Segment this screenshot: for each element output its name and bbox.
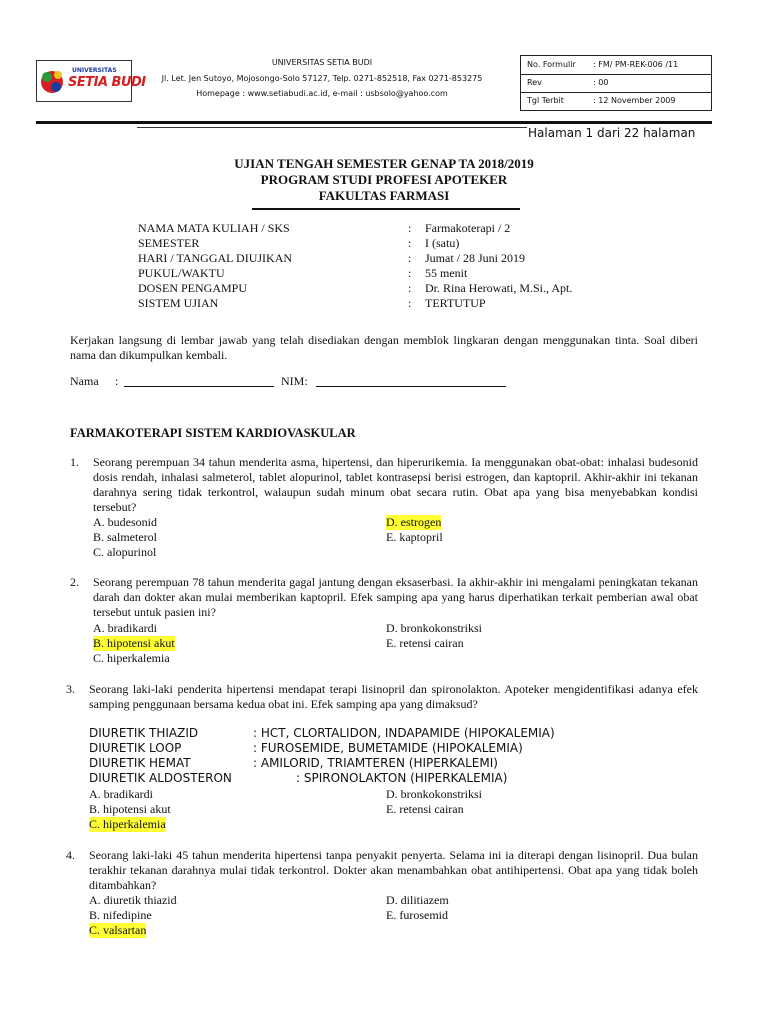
option-c-highlighted[interactable]: C. valsartan <box>89 923 147 937</box>
university-name: UNIVERSITAS SETIA BUDI <box>271 58 373 67</box>
form-value: : 12 November 2009 <box>593 96 676 105</box>
option-c-highlighted[interactable]: C. hiperkalemia <box>89 817 166 831</box>
info-value: Jumat / 28 Juni 2019 <box>425 251 526 265</box>
option-c[interactable]: C. hiperkalemia <box>93 651 170 665</box>
option-e[interactable]: E. retensi cairan <box>386 802 464 816</box>
info-colon: : <box>408 266 412 280</box>
info-label: NAMA MATA KULIAH / SKS <box>138 221 290 235</box>
option-a[interactable]: A. bradikardi <box>89 787 153 801</box>
option-c[interactable]: C. alopurinol <box>93 545 157 559</box>
info-label: SISTEM UJIAN <box>138 296 219 310</box>
info-colon: : <box>408 296 412 310</box>
faculty-title: FAKULTAS FARMASI <box>318 188 450 203</box>
question-number: 2. <box>70 575 79 589</box>
option-b[interactable]: B. salmeterol <box>93 530 157 544</box>
question-text: Seorang laki-laki penderita hipertensi mendapat terapi lisinopril dan spironolakton. Apoteker mengidentifikasi adanya efek samping penggunaan bersama kedua obat ini. Efek samping apa yang dimaksud? <box>89 682 698 711</box>
question-text: Seorang laki-laki 45 tahun menderita hipertensi tanpa penyakit penyerta. Selama ini ia diterapi dengan lisinopril. Dua bulan terakhir tekanan darahnya mulai tidak terkontrol. Dokter akan menambahkan obat antihipertensi. Obat apa yang tidak boleh ditambahkan? <box>89 848 698 892</box>
section-title: FARMAKOTERAPI SISTEM KARDIOVASKULAR <box>70 426 356 440</box>
info-label: DOSEN PENGAMPU <box>138 281 248 295</box>
option-b[interactable]: B. nifedipine <box>89 908 152 922</box>
info-colon: : <box>408 251 412 265</box>
note-value: : FUROSEMIDE, BUMETAMIDE (HIPOKALEMIA) <box>253 741 523 755</box>
note-label: DIURETIK LOOP <box>89 741 182 755</box>
university-address: Jl. Let. Jen Sutoyo, Mojosongo-Solo 57127, Telp. 0271-852518, Fax 0271-853275 <box>161 74 483 83</box>
info-value: Farmakoterapi / 2 <box>425 221 511 235</box>
form-info-box <box>520 55 712 111</box>
option-e[interactable]: E. furosemid <box>386 908 448 922</box>
info-value: I (satu) <box>425 236 460 250</box>
note-value: : AMILORID, TRIAMTEREN (HIPERKALEMI) <box>253 756 498 770</box>
note-value: : SPIRONOLAKTON (HIPERKALEMIA) <box>296 771 508 785</box>
program-title: PROGRAM STUDI PROFESI APOTEKER <box>260 172 508 187</box>
name-colon: : <box>115 374 119 388</box>
university-homepage: Homepage : www.setiabudi.ac.id, e-mail : usbsolo@yahoo.com <box>196 89 448 98</box>
note-label: DIURETIK HEMAT <box>89 756 191 770</box>
note-label: DIURETIK ALDOSTERON <box>89 771 232 785</box>
option-d[interactable]: D. bronkokonstriksi <box>386 787 482 801</box>
option-d-highlighted[interactable]: D. estrogen <box>386 515 442 529</box>
info-colon: : <box>408 221 412 235</box>
question-number: 1. <box>70 455 79 469</box>
option-a[interactable]: A. bradikardi <box>93 621 157 635</box>
title-underline <box>252 208 520 210</box>
info-colon: : <box>408 281 412 295</box>
option-e[interactable]: E. retensi cairan <box>386 636 464 650</box>
name-field[interactable] <box>124 375 274 387</box>
logo-text-top: UNIVERSITAS <box>72 67 117 74</box>
name-label: Nama <box>70 374 99 388</box>
nim-label: NIM: <box>281 374 308 388</box>
option-d[interactable]: D. bronkokonstriksi <box>386 621 482 635</box>
form-label: Tgl Terbit <box>527 96 564 105</box>
header-divider <box>36 121 712 124</box>
option-b-highlighted[interactable]: B. hipotensi akut <box>93 636 175 650</box>
option-d[interactable]: D. dilitiazem <box>386 893 449 907</box>
form-value: : FM/ PM-REK-006 /11 <box>593 60 679 69</box>
info-value: 55 menit <box>425 266 468 280</box>
note-value: : HCT, CLORTALIDON, INDAPAMIDE (HIPOKALEMIA) <box>253 726 555 740</box>
info-colon: : <box>408 236 412 250</box>
question-text: Seorang perempuan 34 tahun menderita asma, hipertensi, dan hiperurikemia. Ia menggunakan obat-obat: inhalasi budesonid dosis rendah, inhalasi salmeterol, tablet alopurinol, tablet kontrasepsi berisi estrogen, dan kaptopril. Akhir-akhir ini tekanan darahnya sering tidak terkontrol, walaupun sudah minum obat secara rutin. Obat apa yang bisa menyebabkan kondisi tersebut? <box>93 455 698 514</box>
option-e[interactable]: E. kaptopril <box>386 530 443 544</box>
question-number: 4. <box>66 848 75 862</box>
header-subline <box>137 127 527 128</box>
form-label: Rev <box>527 78 542 87</box>
exam-title: UJIAN TENGAH SEMESTER GENAP TA 2018/2019 <box>234 156 534 171</box>
info-label: SEMESTER <box>138 236 200 250</box>
form-row-date <box>521 92 711 110</box>
form-value: : 00 <box>593 78 609 87</box>
info-value: Dr. Rina Herowati, M.Si., Apt. <box>425 281 573 295</box>
logo-text-main: SETIA BUDI <box>68 75 146 90</box>
info-label: HARI / TANGGAL DIUJIKAN <box>138 251 293 265</box>
info-label: PUKUL/WAKTU <box>138 266 225 280</box>
info-value: TERTUTUP <box>425 296 486 310</box>
nim-field[interactable] <box>316 375 506 387</box>
option-a[interactable]: A. budesonid <box>93 515 157 529</box>
question-number: 3. <box>66 682 75 696</box>
option-a[interactable]: A. diuretik thiazid <box>89 893 177 907</box>
option-b[interactable]: B. hipotensi akut <box>89 802 171 816</box>
note-label: DIURETIK THIAZID <box>89 726 199 740</box>
form-label: No. Formulir <box>527 60 576 69</box>
form-row-number <box>521 56 711 75</box>
question-text: Seorang perempuan 78 tahun menderita gagal jantung dengan eksaserbasi. Ia akhir-akhir ini mengalami peningkatan tekanan darah dan dokter akan mulai memberikan kaptopril. Efek samping apa yang harus diperhatikan terkait pemberian awal obat tersebut untuk pasien ini? <box>93 575 698 619</box>
instructions: Kerjakan langsung di lembar jawab yang telah disediakan dengan memblok lingkaran dengan menggunakan tinta. Soal diberi nama dan dikumpulkan kembali. <box>70 333 698 362</box>
university-logo <box>36 60 146 102</box>
form-row-rev <box>521 74 711 93</box>
page-indicator: Halaman 1 dari 22 halaman <box>528 126 696 140</box>
